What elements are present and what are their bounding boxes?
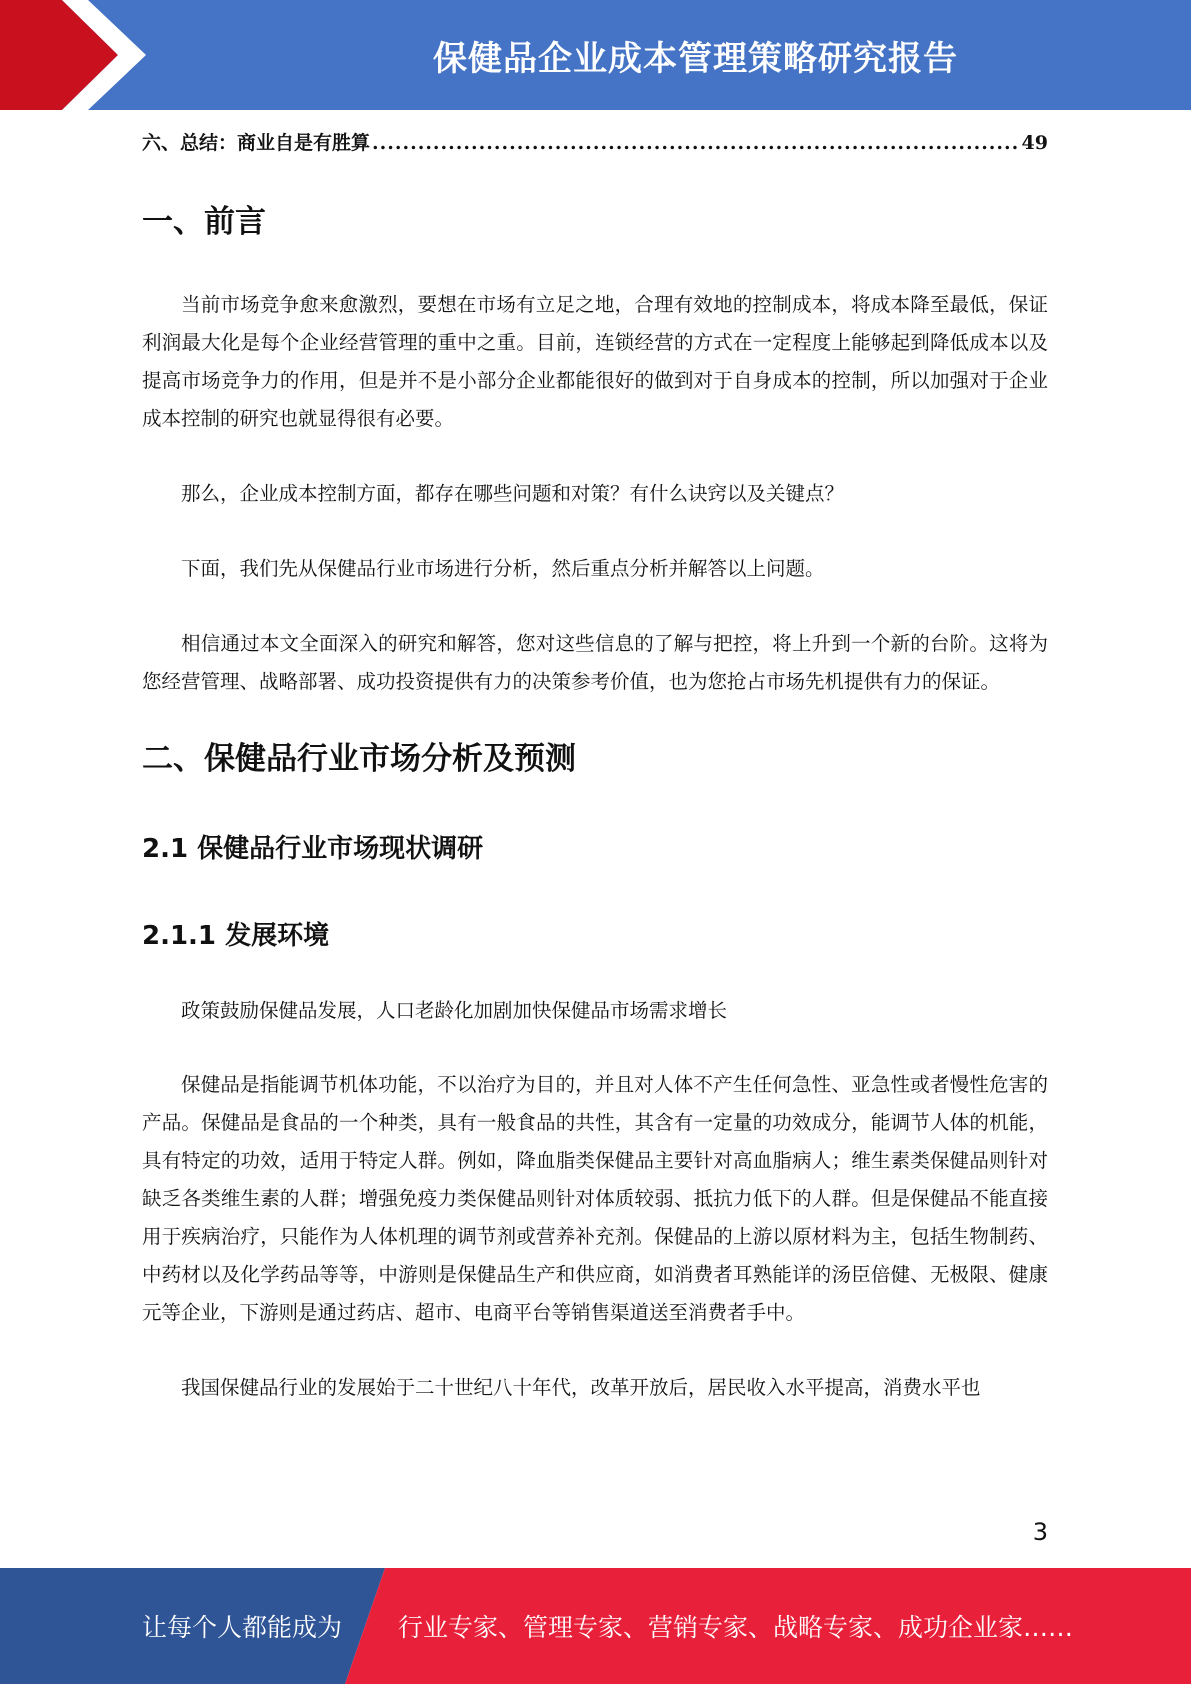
paragraph: 那么，企业成本控制方面，都存在哪些问题和对策？有什么诀窍以及关键点？ bbox=[181, 482, 845, 505]
toc-entry-page: 49 bbox=[1021, 132, 1048, 154]
toc-entry[interactable] bbox=[142, 120, 1048, 166]
footer-slogan-right: 行业专家、管理专家、营销专家、战略专家、成功企业家…… bbox=[398, 1613, 1074, 1642]
report-title: 保健品企业成本管理策略研究报告 bbox=[433, 38, 958, 79]
subsection-heading-2-1-1: 2.1.1 发展环境 bbox=[142, 921, 330, 951]
paragraph: 我国保健品行业的发展始于二十世纪八十年代，改革开放后，居民收入水平提高，消费水平也 bbox=[181, 1376, 981, 1399]
subsection-heading-2-1: 2.1 保健品行业市场现状调研 bbox=[142, 834, 484, 864]
toc-entry-label: 六、总结：商业自是有胜算 bbox=[142, 132, 371, 154]
paragraph: 政策鼓励保健品发展，人口老龄化加剧加快保健品市场需求增长 bbox=[181, 999, 728, 1022]
header-banner bbox=[0, 0, 1191, 110]
section-heading-preface: 一、前言 bbox=[142, 204, 266, 240]
footer-slogan-left: 让每个人都能成为 bbox=[142, 1613, 343, 1642]
footer-banner bbox=[0, 1568, 1191, 1684]
paragraph: 保健品是指能调节机体功能，不以治疗为目的，并且对人体不产生任何急性、亚急性或者慢性危害的产品。保健品是食品的一个种类，具有一般食品的共性，其含有一定量的功效成分，能调节人体的机能，具有特定的功效，适用于特定人群。例如，降血脂类保健品主要针对高血脂病人；维生素类保健品则针对缺乏各类维生素的人群；增强免疫力类保健品则针对体质较弱、抵抗力低下的人群。但是保健品不能直接用于疾病治疗，只能作为人体机理的调节剂或营养补充剂。保健品的上游以原材料为主，包括生物制药、中药材以及化学药品等等，中游则是保健品生产和供应商，如消费者耳熟能详的汤臣倍健、无极限、健康元等企业，下游则是通过药店、超市、电商平台等销售渠道送至消费者手中。 bbox=[142, 1073, 1048, 1324]
page-number: 3 bbox=[1032, 1518, 1048, 1546]
paragraph: 下面，我们先从保健品行业市场进行分析，然后重点分析并解答以上问题。 bbox=[181, 557, 825, 580]
paragraph: 当前市场竞争愈来愈激烈，要想在市场有立足之地，合理有效地的控制成本，将成本降至最低，保证利润最大化是每个企业经营管理的重中之重。目前，连锁经营的方式在一定程度上能够起到降低成本以及提高市场竞争力的作用，但是并不是小部分企业都能很好的做到对于自身成本的控制，所以加强对于企业成本控制的研究也就显得很有必要。 bbox=[142, 293, 1048, 430]
page-content bbox=[142, 120, 1048, 1407]
section-heading-market: 二、保健品行业市场分析及预测 bbox=[142, 741, 576, 777]
paragraph: 相信通过本文全面深入的研究和解答，您对这些信息的了解与把控，将上升到一个新的台阶。这将为您经营管理、战略部署、成功投资提供有力的决策参考价值，也为您抢占市场先机提供有力的保证。 bbox=[142, 632, 1048, 693]
toc-leader-dots bbox=[372, 120, 1020, 166]
